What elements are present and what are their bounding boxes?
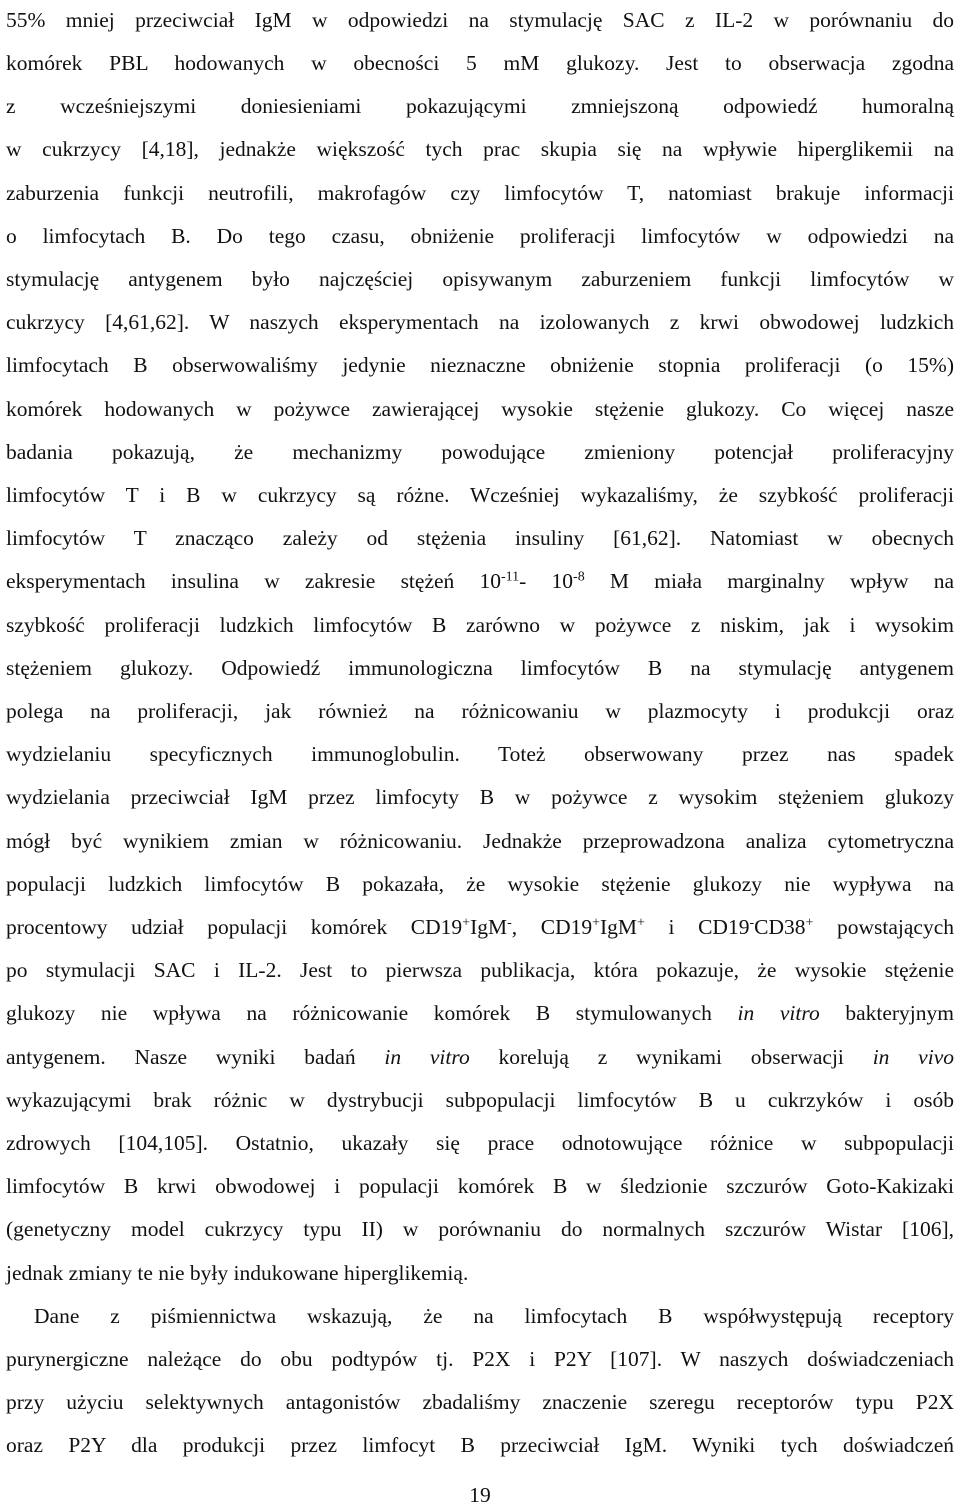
line-segment: IgM (600, 915, 638, 939)
line-segment: eksperymentach insulina w zakresie stężeń 10 (6, 569, 501, 593)
text-line: mógł być wynikiem zmian w różnicowaniu. Jednakże przeprowadzona analiza cytometryczna (6, 829, 954, 853)
superscript: - (749, 915, 755, 931)
text-line: Dane z piśmiennictwa wskazują, że na limfocytach B współwystępują receptory (34, 1304, 954, 1328)
line-segment: - 10 (519, 569, 574, 593)
text-line: limfocytach B obserwowaliśmy jedynie nieznaczne obniżenie stopnia proliferacji (o 15%) (6, 353, 954, 377)
italic-term: in vivo (872, 1045, 954, 1069)
text-line: cukrzycy [4,61,62]. W naszych eksperymentach na izolowanych z krwi obwodowej ludzkich (6, 310, 954, 334)
text-line: wydzielaniu specyficznych immunoglobulin. Toteż obserwowany przez nas spadek (6, 742, 954, 766)
italic-term: in vitro (384, 1045, 470, 1069)
line-segment: powstających (813, 915, 954, 939)
text-line: (genetyczny model cukrzycy typu II) w porównaniu do normalnych szczurów Wistar [106], (6, 1217, 954, 1241)
text-line: oraz P2Y dla produkcji przez limfocyt B przeciwciał IgM. Wyniki tych doświadczeń (6, 1433, 954, 1457)
line-segment: glukozy nie wpływa na różnicowanie komórek B stymulowanych (6, 1001, 738, 1025)
text-line: stymulację antygenem było najczęściej opisywanym zaburzeniem funkcji limfocytów w (6, 267, 954, 291)
text-line: o limfocytach B. Do tego czasu, obniżenie proliferacji limfocytów w odpowiedzi na (6, 224, 954, 248)
text-line: po stymulacji SAC i IL-2. Jest to pierwsza publikacja, która pokazuje, że wysokie stężenie (6, 958, 954, 982)
line-segment: IgM (470, 915, 508, 939)
superscript: + (805, 915, 814, 931)
text-line: w cukrzycy [4,18], jednakże większość tych prac skupia się na wpływie hiperglikemii na (6, 137, 954, 161)
text-line: wydzielania przeciwciał IgM przez limfocyty B w pożywce z wysokim stężeniem glukozy (6, 785, 954, 809)
line-segment: korelują z wynikami obserwacji (469, 1045, 873, 1069)
line-segment: i CD19 (644, 915, 750, 939)
superscript: - (507, 915, 512, 931)
text-line: purynergiczne należące do obu podtypów tj. P2X i P2Y [107]. W naszych doświadczeniach (6, 1347, 954, 1371)
superscript: -11 (501, 569, 520, 585)
italic-term: in vitro (737, 1001, 820, 1025)
text-line: limfocytów T i B w cukrzycy są różne. Wcześniej wykazaliśmy, że szybkość proliferacji (6, 483, 954, 507)
text-line: polega na proliferacji, jak również na różnicowaniu w plazmocyty i produkcji oraz (6, 699, 954, 723)
text-line: komórek hodowanych w pożywce zawierającej wysokie stężenie glukozy. Co więcej nasze (6, 397, 954, 421)
text-line: szybkość proliferacji ludzkich limfocytów B zarówno w pożywce z niskim, jak i wysokim (6, 613, 954, 637)
text-line: zdrowych [104,105]. Ostatnio, ukazały się prace odnotowujące różnice w subpopulacji (6, 1131, 954, 1155)
superscript: -8 (573, 569, 585, 585)
line-segment: , CD19 (511, 915, 593, 939)
text-line: przy użyciu selektywnych antagonistów zbadaliśmy znaczenie szeregu receptorów typu P2X (6, 1390, 954, 1414)
text-line: komórek PBL hodowanych w obecności 5 mM glukozy. Jest to obserwacja zgodna (6, 51, 954, 75)
superscript: + (592, 915, 600, 931)
text-line (6, 998, 954, 1028)
text-line: jednak zmiany te nie były indukowane hiperglikemią. (6, 1261, 469, 1285)
page-number: 19 (469, 1483, 491, 1507)
text-line: z wcześniejszymi doniesieniami pokazującymi zmniejszoną odpowiedź humoralną (6, 94, 954, 118)
line-segment: antygenem. Nasze wyniki badań (6, 1045, 385, 1069)
line-segment: M miała marginalny wpływ na (584, 569, 954, 593)
text-line: stężeniem glukozy. Odpowiedź immunologiczna limfocytów B na stymulację antygenem (6, 656, 954, 680)
text-line: 55% mniej przeciwciał IgM w odpowiedzi na stymulację SAC z IL-2 w porównaniu do (6, 8, 954, 32)
line-segment: procentowy udział populacji komórek CD19 (6, 915, 463, 939)
text-line: badania pokazują, że mechanizmy powodujące zmieniony potencjał proliferacyjny (6, 440, 954, 464)
text-line: limfocytów T znacząco zależy od stężenia insuliny [61,62]. Natomiast w obecnych (6, 526, 954, 550)
line-segment: CD38 (754, 915, 806, 939)
text-line: populacji ludzkich limfocytów B pokazała, że wysokie stężenie glukozy nie wypływa na (6, 872, 954, 896)
superscript: + (637, 915, 645, 931)
text-line (6, 566, 954, 596)
text-line (6, 1042, 954, 1072)
text-line (6, 912, 954, 942)
line-segment: bakteryjnym (819, 1001, 954, 1025)
text-line: zaburzenia funkcji neutrofili, makrofagów czy limfocytów T, natomiast brakuje informacji (6, 181, 954, 205)
text-line: wykazującymi brak różnic w dystrybucji subpopulacji limfocytów B u cukrzyków i osób (6, 1088, 954, 1112)
text-line: limfocytów B krwi obwodowej i populacji komórek B w śledzionie szczurów Goto-Kakizaki (6, 1174, 954, 1198)
superscript: + (462, 915, 471, 931)
